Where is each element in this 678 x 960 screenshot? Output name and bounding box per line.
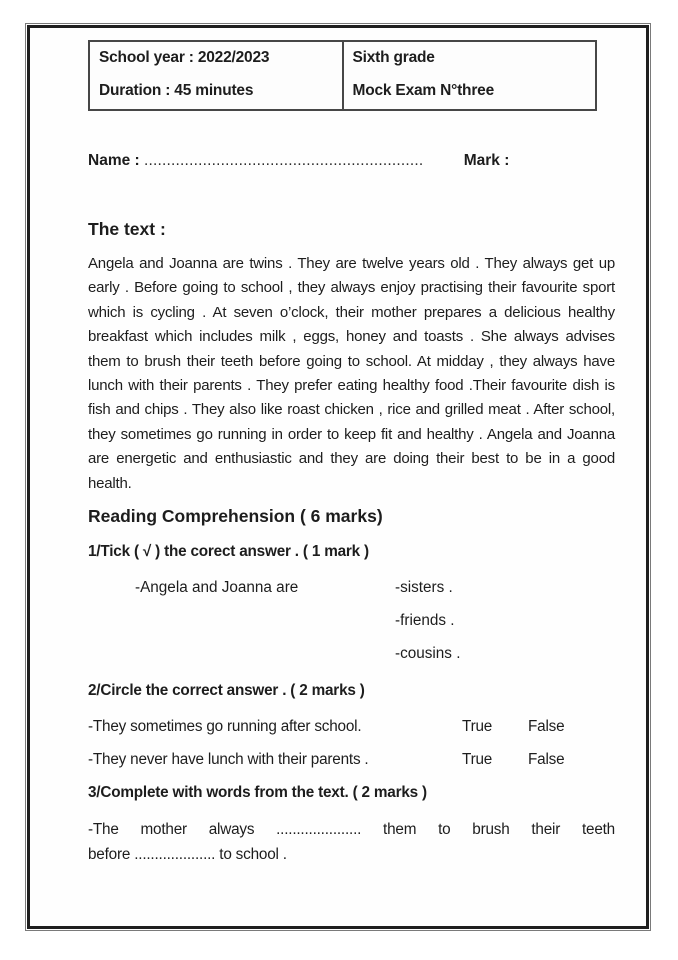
- header-cell-left: [90, 42, 342, 109]
- question-3-line-1: -The mother always ..................... them to brush their teeth: [88, 821, 615, 839]
- exam-header-table: [88, 40, 597, 111]
- question-2-row: [88, 717, 615, 737]
- question-1-stem-spacer: [88, 644, 395, 664]
- question-3-line-2: before .................... to school .: [88, 846, 287, 864]
- page-border-frame: [27, 25, 649, 929]
- question-2-false-option: False: [528, 751, 565, 769]
- question-1-stem-spacer: [88, 611, 395, 631]
- question-1-stem: -Angela and Joanna are: [135, 579, 299, 597]
- question-1-row: [88, 578, 615, 598]
- header-cell-right: [342, 42, 596, 109]
- question-2-statement: -They never have lunch with their parents .: [88, 751, 369, 769]
- name-dotted-blank: ..............................................................: [144, 152, 424, 169]
- question-1-options: [88, 578, 615, 664]
- reading-comprehension-heading: Reading Comprehension ( 6 marks): [88, 506, 383, 527]
- exam-title-label: Mock Exam N°three: [352, 82, 494, 99]
- page-content: [30, 28, 646, 867]
- question-1-option-cousins: -cousins .: [395, 645, 461, 663]
- question-3-sentence: [88, 817, 615, 867]
- duration-label: Duration : 45 minutes: [99, 82, 254, 99]
- question-1-option-sisters: -sisters .: [395, 579, 453, 597]
- question-3-prompt: 3/Complete with words from the text. ( 2 marks ): [88, 784, 427, 802]
- question-1-option-friends: -friends .: [395, 612, 455, 630]
- grade-label: Sixth grade: [352, 49, 435, 66]
- school-year-label: School year : 2022/2023: [99, 49, 270, 66]
- question-2-true-option: True: [462, 718, 493, 736]
- text-section-heading: The text :: [88, 219, 166, 239]
- question-1-row: [88, 611, 615, 631]
- name-label: Name :: [88, 152, 140, 169]
- question-2-prompt: 2/Circle the correct answer . ( 2 marks ): [88, 682, 365, 700]
- question-2-row: [88, 750, 615, 770]
- name-mark-line: [88, 151, 615, 171]
- question-2-statement: -They sometimes go running after school.: [88, 718, 362, 736]
- question-2-true-option: True: [462, 751, 493, 769]
- mark-label: Mark :: [463, 152, 510, 169]
- question-1-row: [88, 644, 615, 664]
- reading-text-paragraph: Angela and Joanna are twins . They are twelve years old . They always get up early . Before going to school , they always enjoy practising their favourite sport which is cycling . At seven o’clock, their mother prepares a delicious healthy breakfast which includes milk , eggs, honey and toasts . She always advises them to brush their teeth before going to school. At midday , they always have lunch with their parents . They prefer eating healthy food .Their favourite dish is fish and chips . They also like roast chicken , rice and grilled meat . After school, they sometimes go running in order to keep fit and healthy . Angela and Joanna are energetic and enthusiastic and they are doing their best to be in a good health.: [88, 255, 615, 492]
- question-2-false-option: False: [528, 718, 565, 736]
- question-1-prompt: 1/Tick ( √ ) the corect answer . ( 1 mark ): [88, 543, 369, 561]
